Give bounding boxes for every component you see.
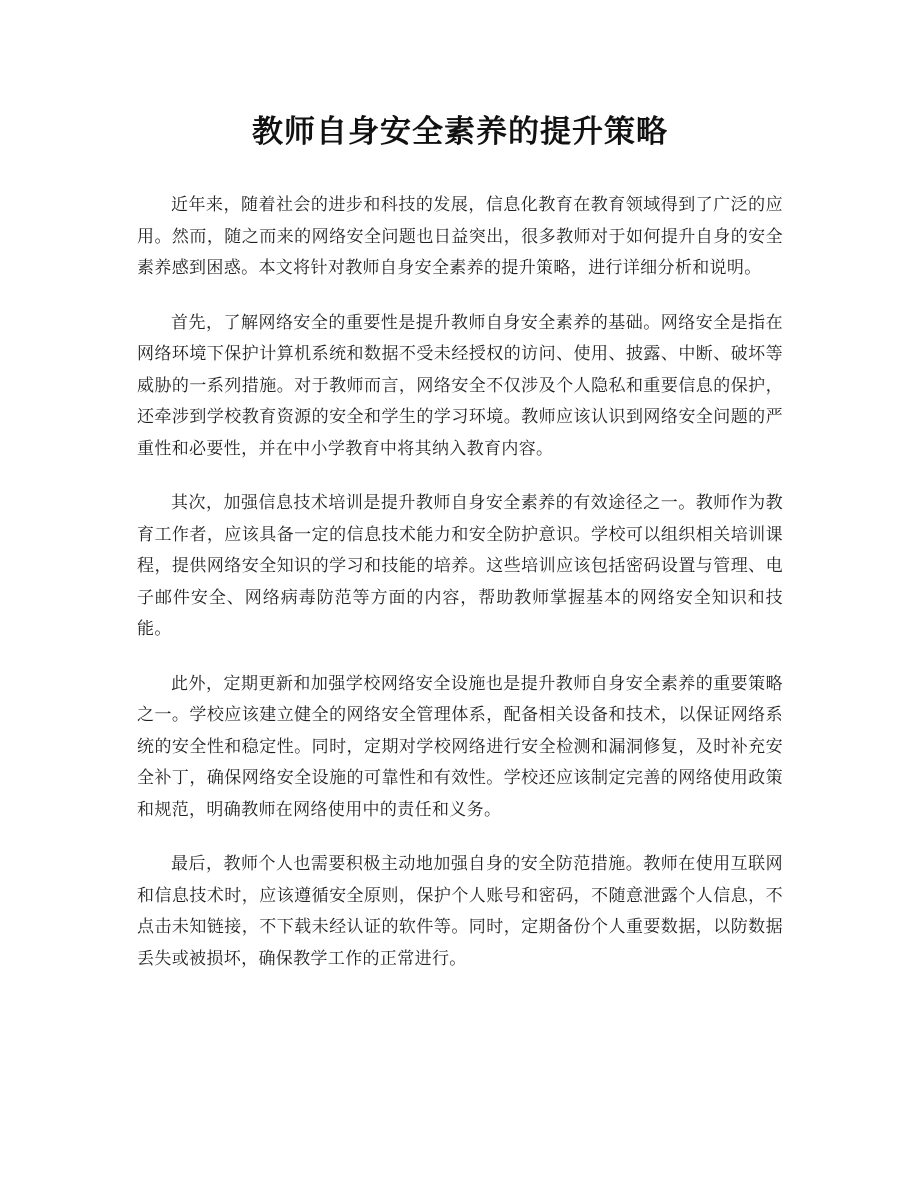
- paragraph-second: 其次，加强信息技术培训是提升教师自身安全素养的有效途径之一。教师作为教育工作者，应该具备一定的信息技术能力和安全防护意识。学校可以组织相关培训课程，提供网络安全知识的学习和技能的培养。这些培训应该包括密码设置与管理、电子邮件安全、网络病毒防范等方面的内容，帮助教师掌握基本的网络安全知识和技能。: [137, 493, 783, 639]
- document-title: 教师自身安全素养的提升策略: [252, 114, 668, 150]
- paragraph-intro: 近年来，随着社会的进步和科技的发展，信息化教育在教育领域得到了广泛的应用。然而，随之而来的网络安全问题也日益突出，很多教师对于如何提升自身的安全素养感到困惑。本文将针对教师自身安全素养的提升策略，进行详细分析和说明。: [137, 195, 783, 278]
- paragraph-third: 此外，定期更新和加强学校网络安全设施也是提升教师自身安全素养的重要策略之一。学校应该建立健全的网络安全管理体系，配备相关设备和技术，以保证网络系统的安全性和稳定性。同时，定期对学校网络进行安全检测和漏洞修复，及时补充安全补丁，确保网络安全设施的可靠性和有效性。学校还应该制定完善的网络使用政策和规范，明确教师在网络使用中的责任和义务。: [137, 673, 783, 820]
- paragraph-first: 首先，了解网络安全的重要性是提升教师自身安全素养的基础。网络安全是指在网络环境下保护计算机系统和数据不受未经授权的访问、使用、披露、中断、破坏等威胁的一系列措施。对于教师而言，网络安全不仅涉及个人隐私和重要信息的保护，还牵涉到学校教育资源的安全和学生的学习环境。教师应该认识到网络安全问题的严重性和必要性，并在中小学教育中将其纳入教育内容。: [137, 312, 783, 459]
- paragraph-last: 最后，教师个人也需要积极主动地加强自身的安全防范措施。教师在使用互联网和信息技术时，应该遵循安全原则，保护个人账号和密码，不随意泄露个人信息，不点击未知链接，不下载未经认证的软件等。同时，定期备份个人重要数据，以防数据丢失或被损坏，确保教学工作的正常进行。: [137, 854, 783, 969]
- document-body: [137, 190, 783, 975]
